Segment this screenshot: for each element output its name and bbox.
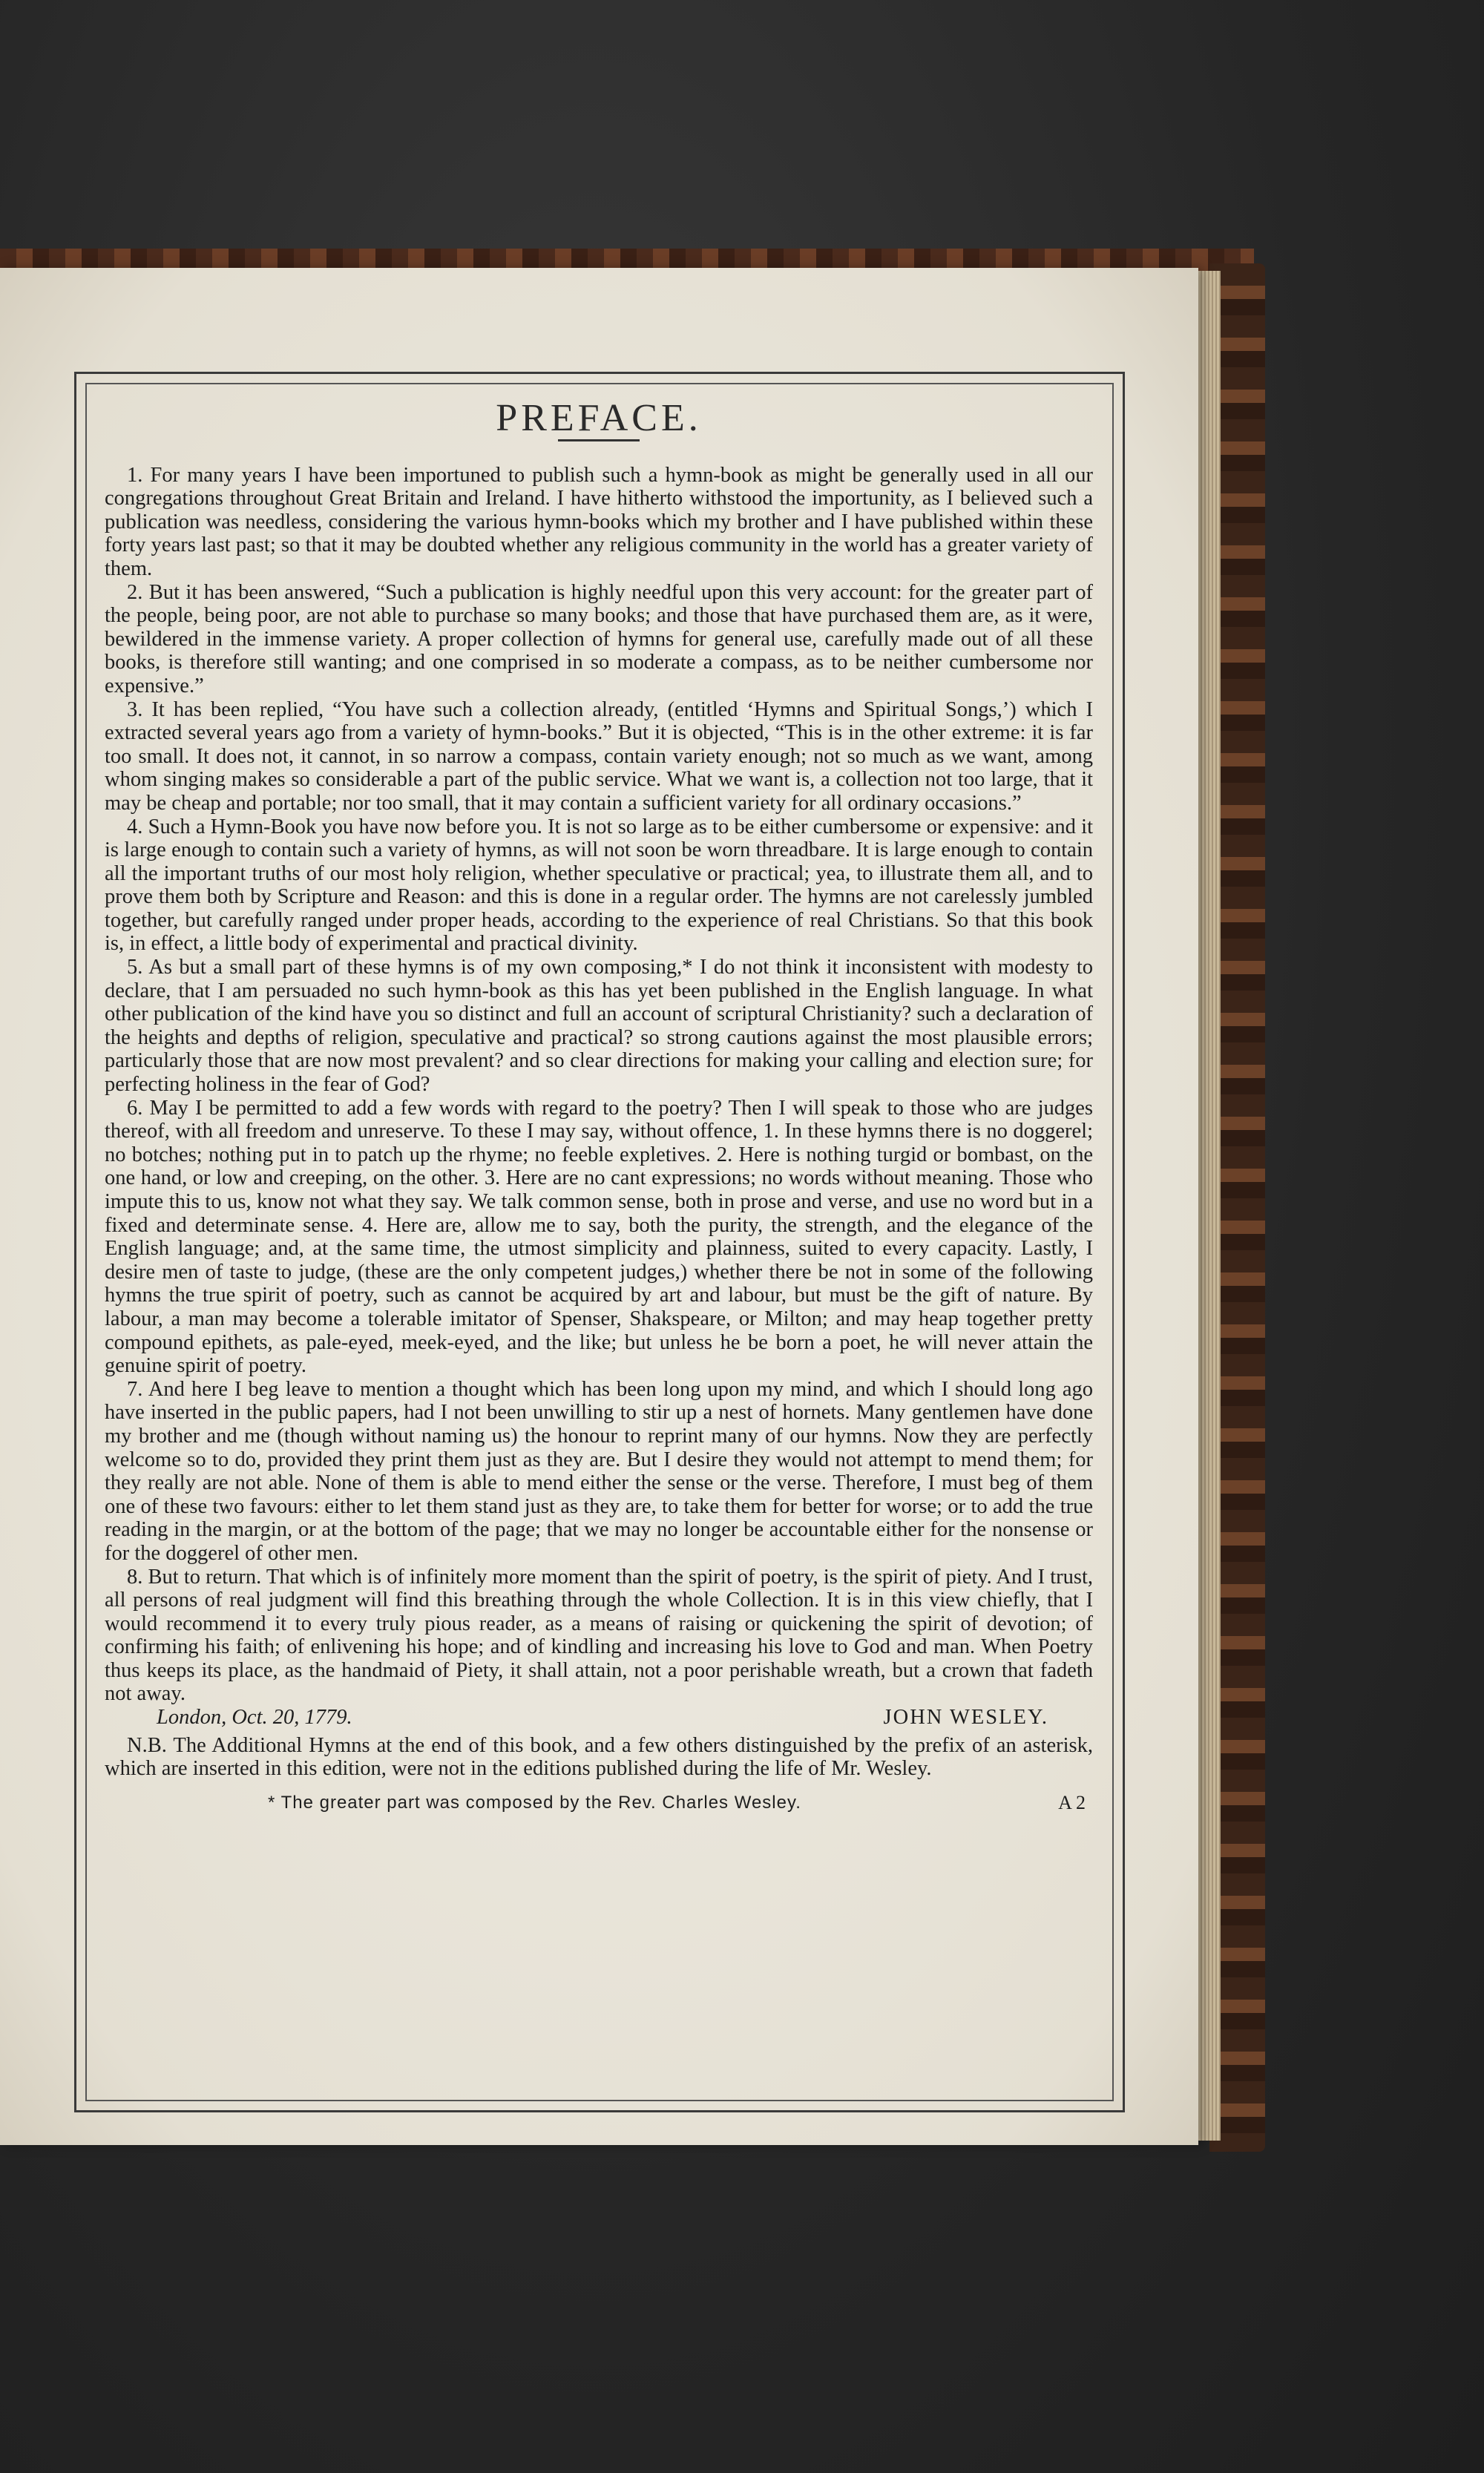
page-title: PREFACE. (496, 397, 702, 439)
page-content (105, 399, 1093, 2085)
editor-note: N.B. The Additional Hymns at the end of this book, and a few others distinguished by the prefix of an asterisk, which are inserted in this edition, were not in the editions published during the life of Mr. Wesley. (105, 1733, 1093, 1781)
open-book (0, 249, 1261, 2178)
paragraph-2: 2. But it has been answered, “Such a publication is highly needful upon this very account: for the greater part of the people, being poor, are not able to purchase so many books; and those that have purchased them are, as it were, bewildered in the immense variety. A proper collection of hymns for general use, carefully made out of all these books, is therefore still wanting; and one comprised in so moderate a compass, as to be neither cumbersome nor expensive.” (105, 580, 1093, 697)
book-page (0, 268, 1198, 2145)
title-rule (558, 439, 640, 441)
signature-row (105, 1706, 1093, 1730)
paragraph-4: 4. Such a Hymn-Book you have now before you. It is not so large as to be either cumbersome or expensive: and it is large enough to contain such a variety of hymns, as will not soon be worn threadbare. It is large enough to contain all the important truths of our most holy religion, whether speculative or practical; yea, to illustrate them all, and to prove them both by Scripture and Reason: and this is done in a regular order. The hymns are not carelessly jumbled together, but carefully ranged under proper heads, according to the experience of real Christians. So that this book is, in effect, a little body of experimental and practical divinity. (105, 815, 1093, 956)
paragraph-8: 8. But to return. That which is of infinitely more moment than the spirit of poetry, is the spirit of piety. And I trust, all persons of real judgment will find this breathing through the whole Collection. It is in this view chiefly, that I would recommend it to every truly pious reader, as a means of raising or quickening the spirit of devotion; of confirming his faith; of enlivening his hope; and of kindling and increasing his love to God and man. When Poetry thus keeps its place, as the handmaid of Piety, it shall attain, not a poor perishable wreath, but a crown that fadeth not away. (105, 1565, 1093, 1706)
paragraph-1: 1. For many years I have been importuned to publish such a hymn-book as might be generally used in all our congregations throughout Great Britain and Ireland. I have hitherto withstood the importunity, as I believed such a publication was needless, considering the various hymn-books which my brother and I have published within these forty years last past; so that it may be doubted whether any religious community in the world has a greater variety of them. (105, 463, 1093, 580)
paragraph-6: 6. May I be permitted to add a few words with regard to the poetry? Then I will speak to those who are judges thereof, with all freedom and unreserve. To these I may say, without offence, 1. In these hymns there is no doggerel; no botches; nothing put in to patch up the rhyme; no feeble expletives. 2. Here is nothing turgid or bombast, on the one hand, or low and creeping, on the other. 3. Here are no cant expressions; no words without meaning. Those who impute this to us, know not what they say. We talk common sense, both in prose and verse, and use no word but in a fixed and determinate sense. 4. Here are, allow me to say, both the purity, the strength, and the elegance of the English language; and, at the same time, the utmost simplicity and plainness, suited to every capacity. Lastly, I desire men of taste to judge, (these are the only competent judges,) whether there be not in some of the following hymns the true spirit of poetry, such as cannot be acquired by art and labour, but must be the gift of nature. By labour, a man may become a tolerable imitator of Spenser, Shakspeare, or Milton; and may heap together pretty compound epithets, as pale-eyed, meek-eyed, and the like; but unless he be born a poet, he will never attain the genuine spirit of poetry. (105, 1096, 1093, 1378)
dateline: London, Oct. 20, 1779. (157, 1706, 352, 1730)
page-border-inner (85, 383, 1114, 2101)
signature-mark: A 2 (1058, 1791, 1086, 1813)
paragraph-5: 5. As but a small part of these hymns is of my own composing,* I do not think it inconsistent with modesty to declare, that I am persuaded no such hymn-book as this has yet been published in the English language. In what other publication of the kind have you so distinct and full an account of scriptural Christianity? such a declaration of the heights and depths of religion, speculative and practical? so strong cautions against the most plausible errors; particularly those that are now most prevalent? and so clear directions for making your calling and election sure; for perfecting holiness in the fear of God? (105, 956, 1093, 1097)
paragraph-7: 7. And here I beg leave to mention a thought which has been long upon my mind, and which I should long ago have inserted in the public papers, had I not been unwilling to stir up a nest of hornets. Many gentlemen have done my brother and me (though without naming us) the honour to reprint many of our hymns. Now they are perfectly welcome so to do, provided they print them just as they are. But I desire they would not attempt to mend them; for they really are not able. None of them is able to mend either the sense or the verse. Therefore, I must beg of them one of these two favours: either to let them stand just as they are, to take them for better for worse; or to add the true reading in the margin, or at the bottom of the page; that we may no longer be accountable either for the nonsense or for the doggerel of other men. (105, 1377, 1093, 1565)
paragraph-3: 3. It has been replied, “You have such a collection already, (entitled ‘Hymns and Spiritual Songs,’) which I extracted several years ago from a variety of hymn-books.” But it is objected, “This is in the other extreme: it is far too small. It does not, it cannot, in so narrow a compass, contain variety enough; not so much as we want, among whom singing makes so considerable a part of the public service. What we want is, a collection not too large, that it may be cheap and portable; nor too small, that it may contain a sufficient variety for all ordinary occasions.” (105, 697, 1093, 815)
signature: JOHN WESLEY. (883, 1706, 1048, 1730)
footnote: * The greater part was composed by the Rev. Charles Wesley. (268, 1792, 801, 1813)
footnote-row (105, 1791, 1093, 1815)
page-border (74, 372, 1125, 2112)
